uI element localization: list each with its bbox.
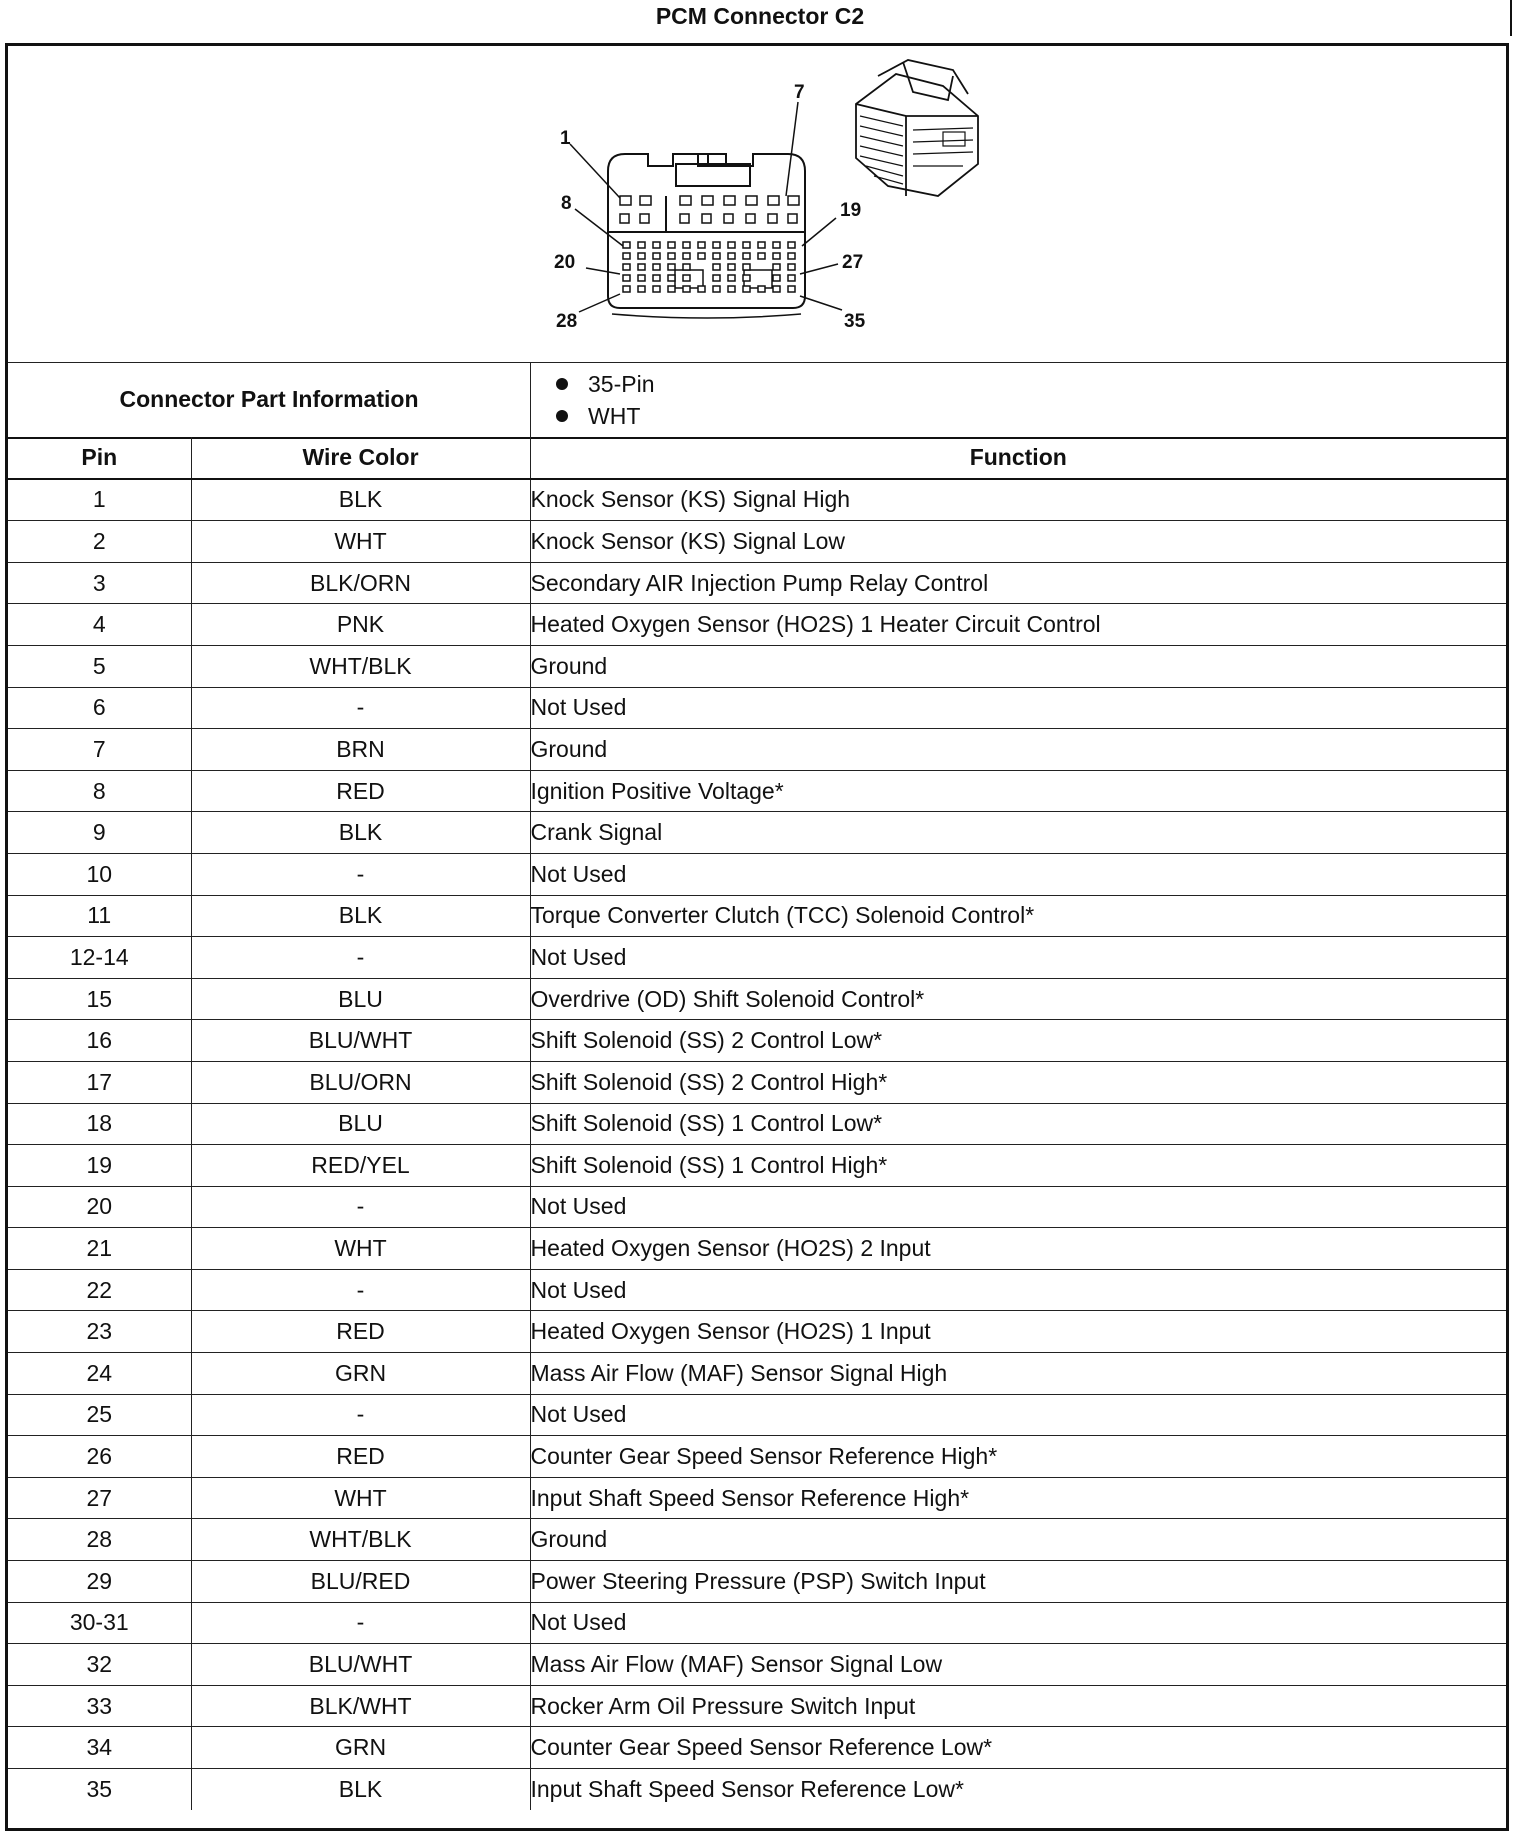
pin-cavity xyxy=(728,253,735,259)
wire-color-cell: BLK xyxy=(191,479,530,521)
pin-cavity xyxy=(653,275,660,281)
function-cell: Not Used xyxy=(530,1602,1506,1644)
pin-cell: 35 xyxy=(8,1769,191,1810)
pin-cavity xyxy=(713,286,720,292)
table-row xyxy=(8,1477,1506,1519)
function-cell: Shift Solenoid (SS) 2 Control High* xyxy=(530,1061,1506,1103)
pin-cavity xyxy=(668,253,675,259)
function-cell: Heated Oxygen Sensor (HO2S) 1 Input xyxy=(530,1311,1506,1353)
pin-cell: 1 xyxy=(8,479,191,521)
pin-cavity xyxy=(743,286,750,292)
pin-cavity xyxy=(788,275,795,281)
pin-cell: 32 xyxy=(8,1644,191,1686)
wire-color-cell: - xyxy=(191,937,530,979)
function-cell: Mass Air Flow (MAF) Sensor Signal Low xyxy=(530,1644,1506,1686)
connector-face-drawing xyxy=(8,46,1506,362)
part-info-pin-count: 35-Pin xyxy=(588,370,655,397)
table-row xyxy=(8,1519,1506,1561)
table-row xyxy=(8,1644,1506,1686)
pin-callout-20: 20 xyxy=(554,252,576,273)
pin-cavity xyxy=(768,196,779,205)
pin-cavity xyxy=(728,264,735,270)
connector-part-info-list xyxy=(556,368,654,432)
table-row xyxy=(8,729,1506,771)
pin-cavity xyxy=(788,253,795,259)
pin-cavity xyxy=(788,286,795,292)
wire-color-cell: BLU/WHT xyxy=(191,1020,530,1062)
pin-cavity xyxy=(683,275,690,281)
table-row xyxy=(8,1436,1506,1478)
pin-cavity xyxy=(773,253,780,259)
function-cell: Secondary AIR Injection Pump Relay Control xyxy=(530,562,1506,604)
pin-cavity xyxy=(683,264,690,270)
pin-cell: 19 xyxy=(8,1145,191,1187)
table-row xyxy=(8,604,1506,646)
table-row xyxy=(8,1769,1506,1810)
header-wire-color: Wire Color xyxy=(191,437,530,479)
pin-cavity xyxy=(724,196,735,205)
pin-cavity xyxy=(698,242,705,248)
function-cell: Ground xyxy=(530,645,1506,687)
connector-diagram xyxy=(8,46,1506,363)
pinout-table-body xyxy=(8,479,1506,1810)
pin-cell: 18 xyxy=(8,1103,191,1145)
pin-cell: 21 xyxy=(8,1228,191,1270)
pin-cavity xyxy=(743,253,750,259)
table-row xyxy=(8,812,1506,854)
wire-color-cell: WHT/BLK xyxy=(191,1519,530,1561)
pin-cavity xyxy=(653,286,660,292)
pinout-table xyxy=(8,437,1506,1810)
pin-cavity xyxy=(788,242,795,248)
pin-cavity xyxy=(773,275,780,281)
pin-cell: 34 xyxy=(8,1727,191,1769)
wire-color-cell: WHT/BLK xyxy=(191,645,530,687)
pin-cell: 11 xyxy=(8,895,191,937)
pin-cavity xyxy=(698,253,705,259)
wire-color-cell: BLK xyxy=(191,1769,530,1810)
wire-color-cell: BLU/RED xyxy=(191,1561,530,1603)
table-row xyxy=(8,1103,1506,1145)
function-cell: Not Used xyxy=(530,937,1506,979)
table-header-row xyxy=(8,437,1506,479)
pin-cavity xyxy=(668,275,675,281)
wire-color-cell: - xyxy=(191,1269,530,1311)
pin-callout-8: 8 xyxy=(561,193,572,214)
pin-cell: 5 xyxy=(8,645,191,687)
wire-color-cell: BRN xyxy=(191,729,530,771)
wire-color-cell: BLK xyxy=(191,812,530,854)
wire-color-cell: WHT xyxy=(191,521,530,563)
pin-cavity xyxy=(743,264,750,270)
pin-cavity xyxy=(653,253,660,259)
table-row xyxy=(8,770,1506,812)
connector-part-info-row xyxy=(8,362,1506,439)
pin-callout-27: 27 xyxy=(842,252,864,273)
pin-callout-35: 35 xyxy=(844,311,866,332)
pin-cavity xyxy=(638,253,645,259)
table-row xyxy=(8,1145,1506,1187)
table-row xyxy=(8,645,1506,687)
part-info-item xyxy=(556,368,654,400)
function-cell: Rocker Arm Oil Pressure Switch Input xyxy=(530,1685,1506,1727)
pin-cavity xyxy=(758,286,765,292)
function-cell: Counter Gear Speed Sensor Reference High* xyxy=(530,1436,1506,1478)
wire-color-cell: RED/YEL xyxy=(191,1145,530,1187)
pin-cell: 15 xyxy=(8,978,191,1020)
table-row xyxy=(8,853,1506,895)
function-cell: Input Shaft Speed Sensor Reference Low* xyxy=(530,1769,1506,1810)
wire-color-cell: BLU xyxy=(191,1103,530,1145)
pin-cavity xyxy=(788,264,795,270)
pin-cavity xyxy=(653,264,660,270)
pin-cell: 28 xyxy=(8,1519,191,1561)
table-row xyxy=(8,1685,1506,1727)
table-row xyxy=(8,1186,1506,1228)
function-cell: Not Used xyxy=(530,687,1506,729)
pin-cell: 27 xyxy=(8,1477,191,1519)
part-info-color: WHT xyxy=(588,402,641,429)
pin-cell: 26 xyxy=(8,1436,191,1478)
pin-cavity xyxy=(683,286,690,292)
table-row xyxy=(8,562,1506,604)
pin-cell: 8 xyxy=(8,770,191,812)
connector-3d-illustration xyxy=(856,60,978,196)
pin-cell: 29 xyxy=(8,1561,191,1603)
pin-cell: 7 xyxy=(8,729,191,771)
pin-cavity xyxy=(623,242,630,248)
function-cell: Knock Sensor (KS) Signal High xyxy=(530,479,1506,521)
wire-color-cell: - xyxy=(191,687,530,729)
page-title: PCM Connector C2 xyxy=(655,3,865,29)
pin-cavity xyxy=(640,214,649,223)
function-cell: Ground xyxy=(530,1519,1506,1561)
wire-color-cell: RED xyxy=(191,1311,530,1353)
pin-cavity xyxy=(773,242,780,248)
bullet-icon xyxy=(556,378,568,390)
function-cell: Overdrive (OD) Shift Solenoid Control* xyxy=(530,978,1506,1020)
table-row xyxy=(8,1228,1506,1270)
pin-cavity xyxy=(773,286,780,292)
function-cell: Shift Solenoid (SS) 1 Control Low* xyxy=(530,1103,1506,1145)
table-row xyxy=(8,1561,1506,1603)
function-cell: Ground xyxy=(530,729,1506,771)
pin-cavity xyxy=(698,286,705,292)
pin-cavity xyxy=(788,196,799,205)
pin-cell: 6 xyxy=(8,687,191,729)
table-row xyxy=(8,978,1506,1020)
part-info-item xyxy=(556,400,654,432)
table-row xyxy=(8,479,1506,521)
table-row xyxy=(8,1394,1506,1436)
table-row xyxy=(8,1602,1506,1644)
table-row xyxy=(8,521,1506,563)
pin-cavity xyxy=(728,286,735,292)
pin-cavity xyxy=(653,242,660,248)
wire-color-cell: BLU xyxy=(191,978,530,1020)
pin-callout-7: 7 xyxy=(794,82,805,103)
pin-cavity xyxy=(638,242,645,248)
pin-cell: 33 xyxy=(8,1685,191,1727)
wire-color-cell: - xyxy=(191,1186,530,1228)
pin-cell: 30-31 xyxy=(8,1602,191,1644)
function-cell: Heated Oxygen Sensor (HO2S) 2 Input xyxy=(530,1228,1506,1270)
pin-cavity xyxy=(788,214,797,223)
function-cell: Shift Solenoid (SS) 2 Control Low* xyxy=(530,1020,1506,1062)
table-row xyxy=(8,1727,1506,1769)
wire-color-cell: GRN xyxy=(191,1727,530,1769)
header-function: Function xyxy=(530,437,1506,479)
connector-part-info-label: Connector Part Information xyxy=(8,362,531,437)
pin-cavity xyxy=(638,275,645,281)
pin-cell: 25 xyxy=(8,1394,191,1436)
function-cell: Mass Air Flow (MAF) Sensor Signal High xyxy=(530,1353,1506,1395)
pin-cell: 17 xyxy=(8,1061,191,1103)
pin-cavity xyxy=(620,214,629,223)
pin-cell: 23 xyxy=(8,1311,191,1353)
table-row xyxy=(8,1311,1506,1353)
pin-cavity xyxy=(702,196,713,205)
table-row xyxy=(8,937,1506,979)
pin-cavity xyxy=(668,242,675,248)
pin-cell: 20 xyxy=(8,1186,191,1228)
page-edge-line xyxy=(1510,0,1512,36)
pin-cell: 9 xyxy=(8,812,191,854)
table-row xyxy=(8,1061,1506,1103)
pin-cell: 4 xyxy=(8,604,191,646)
pin-cavity xyxy=(623,253,630,259)
pin-cavity xyxy=(638,286,645,292)
pin-cavity xyxy=(743,242,750,248)
pin-cavity xyxy=(728,242,735,248)
function-cell: Torque Converter Clutch (TCC) Solenoid Control* xyxy=(530,895,1506,937)
bullet-icon xyxy=(556,410,568,422)
pin-cavity xyxy=(680,196,691,205)
pin-cavity xyxy=(728,275,735,281)
wire-color-cell: - xyxy=(191,1394,530,1436)
wire-color-cell: - xyxy=(191,1602,530,1644)
pin-cavity xyxy=(680,214,689,223)
table-row xyxy=(8,1269,1506,1311)
pin-cavity xyxy=(768,214,777,223)
wire-color-cell: PNK xyxy=(191,604,530,646)
wire-color-cell: BLU/WHT xyxy=(191,1644,530,1686)
function-cell: Knock Sensor (KS) Signal Low xyxy=(530,521,1506,563)
function-cell: Counter Gear Speed Sensor Reference Low* xyxy=(530,1727,1506,1769)
connector-sheet xyxy=(5,43,1509,1831)
table-row xyxy=(8,687,1506,729)
table-row xyxy=(8,895,1506,937)
pin-callout-1: 1 xyxy=(560,128,571,149)
pin-cavity xyxy=(724,214,733,223)
pin-cavity xyxy=(758,253,765,259)
pin-cavity xyxy=(623,264,630,270)
table-row xyxy=(8,1020,1506,1062)
pin-cavity xyxy=(640,196,651,205)
pin-cavity xyxy=(702,214,711,223)
pin-cell: 24 xyxy=(8,1353,191,1395)
pin-cavity xyxy=(623,275,630,281)
wire-color-cell: BLK xyxy=(191,895,530,937)
function-cell: Heated Oxygen Sensor (HO2S) 1 Heater Circuit Control xyxy=(530,604,1506,646)
wire-color-cell: - xyxy=(191,853,530,895)
pin-cell: 3 xyxy=(8,562,191,604)
function-cell: Power Steering Pressure (PSP) Switch Input xyxy=(530,1561,1506,1603)
function-cell: Not Used xyxy=(530,1394,1506,1436)
wire-color-cell: RED xyxy=(191,1436,530,1478)
table-row xyxy=(8,1353,1506,1395)
header-pin: Pin xyxy=(8,437,191,479)
pin-cavity xyxy=(743,275,750,281)
function-cell: Not Used xyxy=(530,1269,1506,1311)
pin-cavity xyxy=(668,286,675,292)
pin-cell: 22 xyxy=(8,1269,191,1311)
pin-cavity xyxy=(683,253,690,259)
pin-callout-28: 28 xyxy=(556,311,578,332)
pin-cell: 2 xyxy=(8,521,191,563)
function-cell: Input Shaft Speed Sensor Reference High* xyxy=(530,1477,1506,1519)
pin-cell: 16 xyxy=(8,1020,191,1062)
wire-color-cell: WHT xyxy=(191,1228,530,1270)
wire-color-cell: BLU/ORN xyxy=(191,1061,530,1103)
wire-color-cell: BLK/ORN xyxy=(191,562,530,604)
pin-cavity xyxy=(713,264,720,270)
pin-cavity xyxy=(668,264,675,270)
pin-cell: 10 xyxy=(8,853,191,895)
function-cell: Shift Solenoid (SS) 1 Control High* xyxy=(530,1145,1506,1187)
function-cell: Crank Signal xyxy=(530,812,1506,854)
pin-cavity xyxy=(638,264,645,270)
pin-cavity xyxy=(683,242,690,248)
function-cell: Not Used xyxy=(530,853,1506,895)
pin-cavity xyxy=(713,275,720,281)
pin-cavity xyxy=(623,286,630,292)
pin-cavity xyxy=(773,264,780,270)
function-cell: Not Used xyxy=(530,1186,1506,1228)
wire-color-cell: RED xyxy=(191,770,530,812)
pin-cavity xyxy=(746,196,757,205)
wire-color-cell: GRN xyxy=(191,1353,530,1395)
wire-color-cell: BLK/WHT xyxy=(191,1685,530,1727)
pin-cavity xyxy=(620,196,631,205)
function-cell: Ignition Positive Voltage* xyxy=(530,770,1506,812)
wire-color-cell: WHT xyxy=(191,1477,530,1519)
pin-cavity xyxy=(713,242,720,248)
pin-cavity xyxy=(758,242,765,248)
pin-cell: 12-14 xyxy=(8,937,191,979)
pin-cavity xyxy=(746,214,755,223)
pin-cavity xyxy=(713,253,720,259)
pin-callout-19: 19 xyxy=(840,200,862,221)
